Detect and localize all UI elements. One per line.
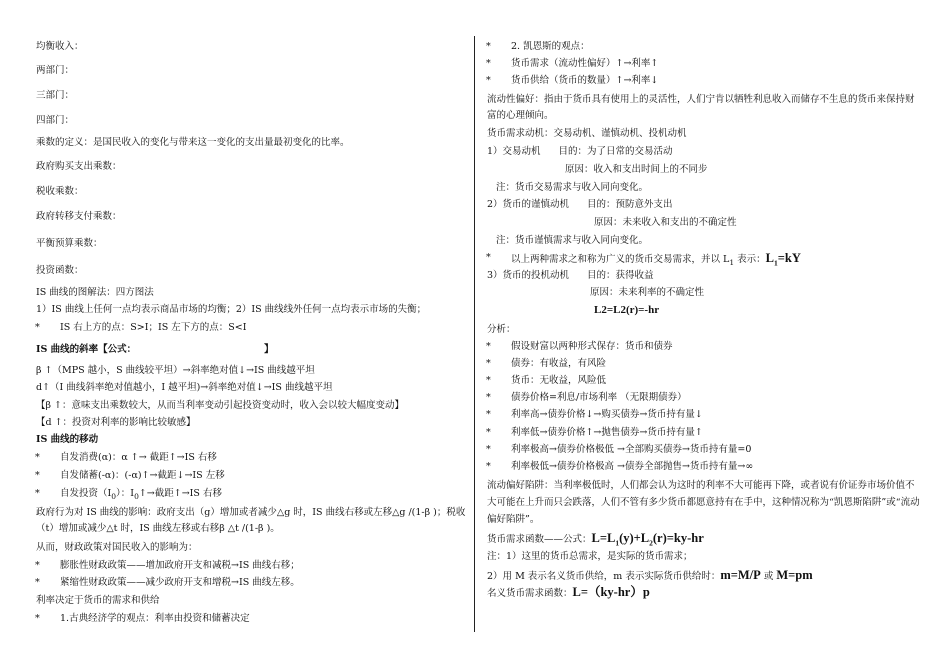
text-money-demand-effect: * 货币需求（流动性偏好）↑→利率↑ [487, 57, 658, 71]
text-nominal-demand-label: 名义货币需求函数： [487, 588, 573, 599]
text-precautionary-motive-label: 2）货币的谨慎动机 [487, 199, 570, 210]
text-broad-transaction-demand [487, 251, 801, 271]
text-money-demand-function-label: 货币需求函数——公式： [487, 534, 592, 545]
text-money-demand-function [487, 531, 704, 551]
text-transaction-motive-reason: 原因：收入和支出时间上的不同步 [565, 164, 708, 175]
text-broad-transaction-a: 以上两种需求之和称为广义的货币交易需求，并以 L [511, 254, 730, 265]
text-two-sector: 两部门： [36, 65, 75, 76]
text-four-sector: 四部门： [36, 115, 75, 126]
text-real-demand-note: 注：1）这里的货币总需求，是实际的货币需求； [487, 551, 693, 562]
text-is-slope-bracket: 】 [264, 344, 274, 355]
formula-m2: M=pm [776, 568, 813, 582]
formula-l1-b: =kY [777, 251, 801, 265]
text-is-shift-heading: IS 曲线的移动 [36, 434, 99, 445]
formula-l-sub2: 2 [649, 538, 653, 548]
text-money: * 货币：无收益，风险低 [487, 374, 606, 388]
text-nominal-supply-note [487, 568, 813, 584]
text-beta-note: 【β ↑：意味支出乘数较大，从而当利率变动引起投资变动时，收入会以较大幅度变动】 [36, 400, 404, 411]
text-interest-rate-determination: 利率决定于货币的需求和供给 [36, 595, 160, 606]
formula-l [591, 531, 704, 548]
text-fiscal-policy-intro: 从而，财政政策对国民收入的影响为： [36, 542, 198, 553]
formula-m1: m=M/P [720, 568, 761, 582]
text-autonomous-investment-sub2: 0 [134, 491, 139, 501]
text-autonomous-investment [36, 487, 222, 504]
text-expansionary-policy: * 膨胀性财政政策——增加政府开支和减税→IS 曲线右移； [36, 559, 300, 573]
text-autonomous-saving: * 自发储蓄(-α)：(-α)↑→截距↓→IS 左移 [36, 469, 225, 483]
text-or: 或 [760, 571, 777, 582]
text-contractionary-policy: * 紧缩性财政政策——减少政府开支和增税→IS 曲线左移。 [36, 576, 300, 590]
text-nominal-supply-label: 2）用 M 表示名义货币供给，m 表示实际货币供给时： [487, 571, 721, 582]
text-analysis-heading: 分析： [487, 324, 516, 335]
text-high-rate: * 利率高→债券价格↓→购买债券→货币持有量↓ [487, 408, 703, 422]
formula-l1 [765, 251, 801, 268]
text-very-high-rate: * 利率极高→债券价格极低 →全部购买债券→货币持有量=0 [487, 443, 751, 457]
text-speculative-motive-purpose: 目的：获得收益 [587, 270, 654, 281]
text-autonomous-investment-sub1: 0 [111, 491, 117, 501]
text-precautionary-note: 注：货币谨慎需求与收入同向变化。 [496, 235, 649, 246]
text-investment-function: 投资函数： [36, 265, 84, 276]
text-transaction-note: 注：货币交易需求与收入同向变化。 [496, 182, 649, 193]
text-low-rate: * 利率低→债券价格↑→抛售债券→货币持有量↑ [487, 426, 703, 440]
text-multiplier-definition: 乘数的定义：是国民收入的变化与带来这一变化的支出量最初变化的比率。 [36, 137, 350, 148]
text-very-low-rate: * 利率极低→债券价格极高 →债券全部抛售→货币持有量→∞ [487, 460, 753, 474]
text-three-sector: 三部门： [36, 90, 75, 101]
text-money-supply-effect: * 货币供给（货币的数量）↑→利率↓ [487, 74, 658, 88]
text-nominal-demand-function [487, 585, 650, 601]
text-speculative-motive-label: 3）货币的投机动机 [487, 270, 570, 281]
formula-l1-a: L [765, 251, 774, 265]
text-d-effect: d↑（I 曲线斜率绝对值越小，I 越平坦)→斜率绝对值↓→IS 曲线越平坦 [36, 382, 333, 393]
formula-l1-sub: 1 [774, 258, 778, 268]
text-precautionary-motive-reason: 原因：未来收入和支出的不确定性 [594, 217, 737, 228]
text-gov-purchase-multiplier: 政府购买支出乘数： [36, 161, 122, 172]
text-transaction-motive-purpose: 目的：为了日常的交易活动 [558, 146, 673, 157]
text-d-note: 【d ↑：投资对利率的影响比较敏感】 [36, 417, 196, 428]
text-liquidity-preference: 流动性偏好：指由于货币具有使用上的灵活性，人们宁肯以牺牲利息收入而储存不生息的货币来保持财富的心理倾向。 [487, 94, 915, 121]
text-broad-transaction-sub: 1 [729, 257, 735, 267]
text-is-slope-label: IS 曲线的斜率【公式： [36, 344, 137, 355]
text-beta-effect: β ↑（MPS 越小，S 曲线较平坦）→斜率绝对值↓→IS 曲线越平坦 [36, 365, 315, 376]
text-speculative-motive [487, 269, 654, 283]
formula-nominal: L=（ky-hr）p [572, 585, 650, 599]
text-speculative-motive-reason: 原因：未来利率的不确定性 [590, 287, 705, 298]
text-wealth-assumption: * 假设财富以两种形式保存：货币和债券 [487, 340, 673, 354]
text-bond-price: * 债券价格=利息/市场利率 （无限期债券） [487, 391, 687, 405]
text-autonomous-investment-b: ）：I [116, 488, 135, 499]
formula-l2: L2=L2(r)=-hr [594, 304, 660, 316]
text-precautionary-motive [487, 198, 673, 212]
formula-l-b: (y)+L [619, 531, 650, 545]
column-divider [474, 36, 475, 632]
text-classical-view: * 1.古典经济学的观点：利率由投资和储蓄决定 [36, 612, 250, 626]
text-broad-transaction-b: 表示： [734, 254, 766, 265]
text-autonomous-investment-c: ↑→截距↑→IS 右移 [138, 488, 222, 499]
text-precautionary-motive-purpose: 目的：预防意外支出 [587, 199, 673, 210]
text-government-effect: 政府行为对 IS 曲线的影响：政府支出（g）增加或者减少△g 时，IS 曲线右移或左移△g /(1-β )；税收（t）增加或减少△t 时，IS 曲线左移或右移β △t /(1-β )。 [36, 507, 466, 534]
text-balanced-budget-multiplier: 平衡预算乘数： [36, 238, 103, 249]
text-is-regions: * IS 右上方的点：S>I；IS 左下方的点：S<I [36, 321, 247, 335]
text-is-slope-heading [36, 343, 274, 357]
text-autonomous-consumption: * 自发消费(α)：α ↑→ 截距↑→IS 右移 [36, 451, 217, 465]
text-is-graphical-method: IS 曲线的图解法：四方图法 [36, 287, 154, 298]
text-autonomous-investment-a: 自发投资（I [60, 488, 112, 499]
text-transaction-motive [487, 145, 673, 159]
text-transfer-multiplier: 政府转移支付乘数： [36, 211, 122, 222]
text-transaction-motive-label: 1）交易动机 [487, 146, 541, 157]
text-money-demand-motives: 货币需求动机：交易动机、谨慎动机、投机动机 [487, 128, 687, 139]
formula-l-a: L=L [591, 531, 616, 545]
formula-l-sub1: 1 [615, 538, 620, 548]
text-equilibrium-income: 均衡收入： [36, 41, 84, 52]
formula-l-c: (r)=ky-hr [652, 531, 704, 545]
text-bonds: * 债券：有收益，有风险 [487, 357, 606, 371]
text-liquidity-trap: 流动偏好陷阱：当利率极低时，人们都会认为这时的利率不大可能再下降，或者说有价证券市场价值不大可能在上升而只会跌落，人们不管有多少货币都愿意持有在手中，这种情况称为“凯恩斯陷阱”或“流动偏好陷阱”。 [487, 480, 920, 525]
text-is-curve-points: 1）IS 曲线上任何一点均表示商品市场的均衡；2）IS 曲线线外任何一点均表示市场的失衡； [36, 304, 427, 315]
text-keynes-view: * 2. 凯恩斯的观点： [487, 40, 590, 54]
text-tax-multiplier: 税收乘数： [36, 186, 84, 197]
